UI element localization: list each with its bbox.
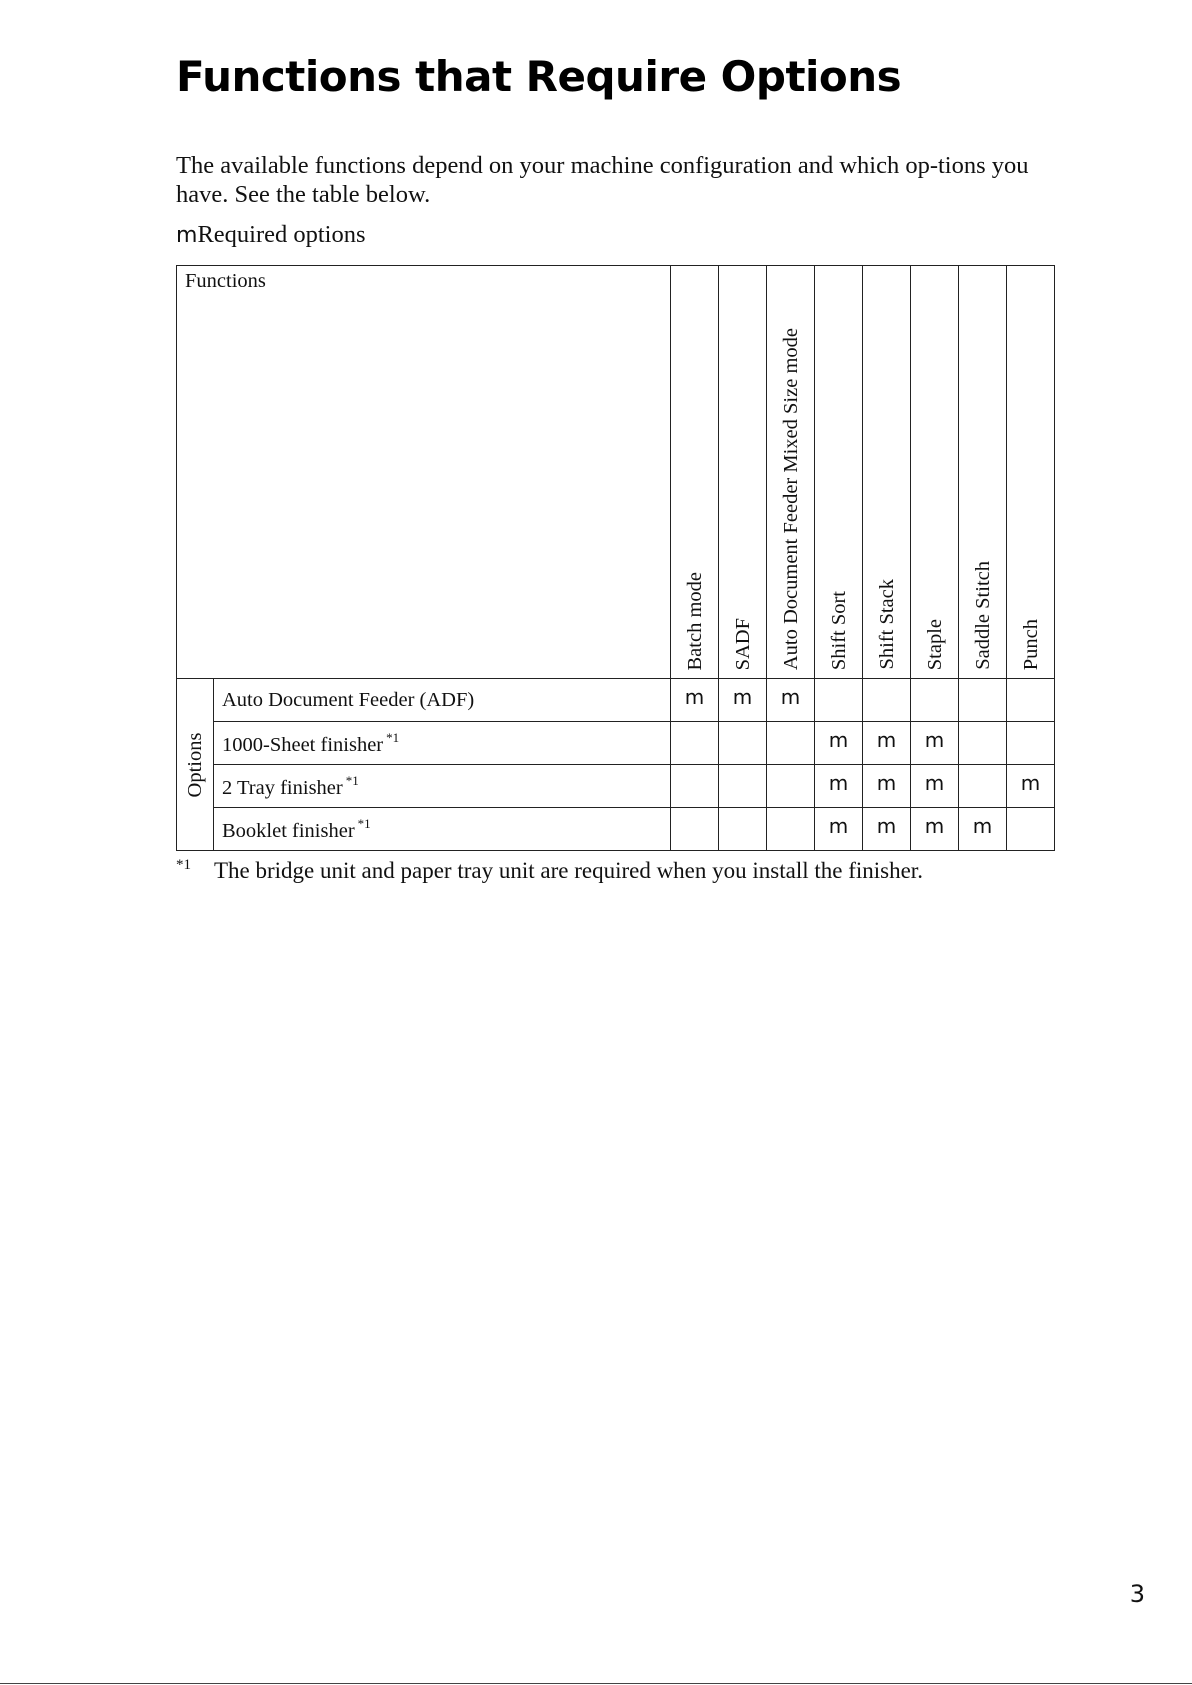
required-cell xyxy=(767,765,815,808)
row-label: 1000-Sheet finisher xyxy=(222,733,384,756)
required-cell: m xyxy=(719,679,767,722)
page-title: Functions that Require Options xyxy=(176,52,902,101)
required-cell xyxy=(767,808,815,851)
column-header-label: Shift Sort xyxy=(827,590,850,670)
table-body xyxy=(177,679,1055,851)
required-cell xyxy=(719,765,767,808)
required-cell xyxy=(671,765,719,808)
required-mark-icon: m xyxy=(176,223,198,248)
column-header-label: Auto Document Feeder Mixed Size mode xyxy=(779,327,802,670)
required-cell: m xyxy=(767,679,815,722)
footnote-ref: *1 xyxy=(386,729,400,745)
required-cell xyxy=(911,679,959,722)
required-cell: m xyxy=(815,808,863,851)
intro-paragraph: The available functions depend on your machine configuration and which op-tions you have. See the table below. xyxy=(176,152,1029,208)
bottom-rule xyxy=(0,1683,1192,1684)
column-header xyxy=(719,266,767,679)
required-cell: m xyxy=(671,679,719,722)
corner-cell xyxy=(177,266,671,679)
column-header-label: SADF xyxy=(731,617,754,670)
required-cell xyxy=(815,679,863,722)
row-label-cell xyxy=(214,679,671,722)
column-header xyxy=(671,266,719,679)
column-header xyxy=(911,266,959,679)
header-row xyxy=(177,266,1055,679)
column-header-label: Saddle Stitch xyxy=(971,561,994,670)
column-header xyxy=(959,266,1007,679)
required-cell: m xyxy=(911,808,959,851)
required-cell: m xyxy=(815,765,863,808)
footnote-ref: *1 xyxy=(357,815,371,831)
required-cell xyxy=(959,765,1007,808)
row-label-cell xyxy=(214,808,671,851)
footnote xyxy=(176,857,923,884)
table-row xyxy=(177,679,1055,722)
row-label: Auto Document Feeder (ADF) xyxy=(222,688,475,711)
functions-label: Functions xyxy=(185,270,266,292)
required-cell xyxy=(1007,679,1055,722)
footnote-ref: *1 xyxy=(345,772,359,788)
options-group-label: Options xyxy=(183,732,206,797)
options-table xyxy=(176,265,1055,851)
required-cell: m xyxy=(863,808,911,851)
required-cell xyxy=(863,679,911,722)
row-label: Booklet finisher xyxy=(222,819,355,842)
table-row xyxy=(177,808,1055,851)
required-cell xyxy=(719,808,767,851)
row-label-cell xyxy=(214,722,671,765)
required-cell xyxy=(671,808,719,851)
options-group-cell xyxy=(177,679,214,851)
required-cell xyxy=(959,722,1007,765)
required-cell xyxy=(719,722,767,765)
required-cell: m xyxy=(863,765,911,808)
required-cell xyxy=(671,722,719,765)
required-cell xyxy=(1007,808,1055,851)
column-header-label: Shift Stack xyxy=(875,579,898,670)
footnote-text: The bridge unit and paper tray unit are required when you install the finisher. xyxy=(214,858,923,883)
table-row xyxy=(177,765,1055,808)
legend-label: Required options xyxy=(197,221,366,248)
required-cell: m xyxy=(959,808,1007,851)
required-cell xyxy=(1007,722,1055,765)
column-header-label: Punch xyxy=(1019,618,1042,670)
required-cell: m xyxy=(911,722,959,765)
row-label: 2 Tray finisher xyxy=(222,776,343,799)
column-header xyxy=(863,266,911,679)
column-header xyxy=(767,266,815,679)
legend xyxy=(176,220,366,250)
required-cell: m xyxy=(815,722,863,765)
footnote-mark: *1 xyxy=(176,857,191,873)
required-cell: m xyxy=(863,722,911,765)
required-cell: m xyxy=(1007,765,1055,808)
column-header xyxy=(815,266,863,679)
column-header-label: Batch mode xyxy=(683,571,706,670)
row-label-cell xyxy=(214,765,671,808)
page-number: 3 xyxy=(1129,1580,1145,1608)
table-row xyxy=(177,722,1055,765)
column-header xyxy=(1007,266,1055,679)
column-header-label: Staple xyxy=(923,618,946,670)
required-cell xyxy=(959,679,1007,722)
required-cell xyxy=(767,722,815,765)
required-cell: m xyxy=(911,765,959,808)
